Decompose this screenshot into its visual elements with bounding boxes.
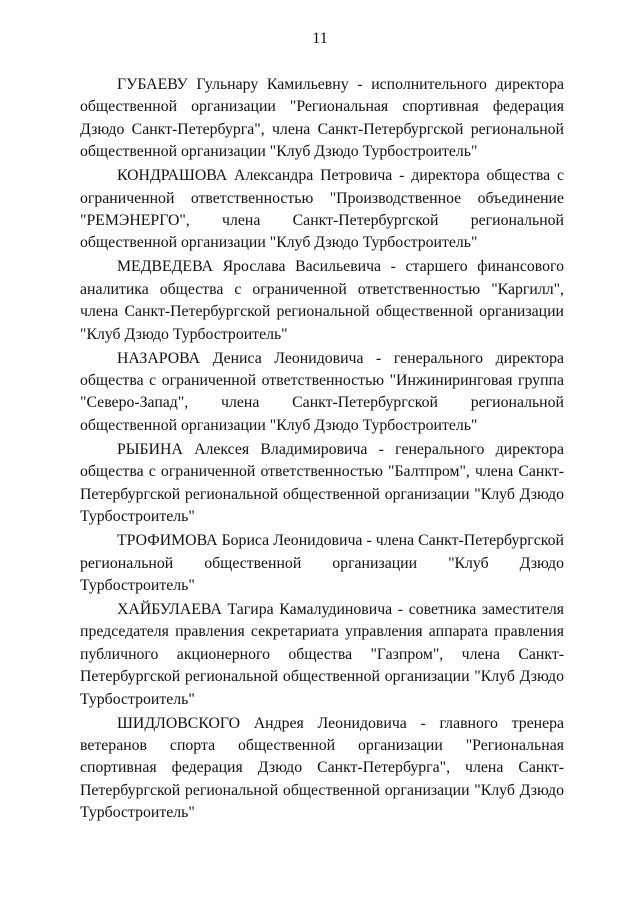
entry-nazarova: НАЗАРОВА Дениса Леонидовича - генерального директора общества с ограниченной ответственностью "Инжиниринговая группа "Северо-Запад", члена Санкт-Петербургской региональной общественной организации "Клуб Дзюдо Турбостроитель" bbox=[80, 349, 564, 434]
entry-kondrashova: КОНДРАШОВА Александра Петровича - директора общества с ограниченной ответственностью "Производственное объединение "РЕМЭНЕРГО", члена Санкт-Петербургской региональной общественной организации "Клуб Дзюдо Турбостроитель" bbox=[80, 167, 564, 252]
page-number: 11 bbox=[312, 30, 328, 47]
page-content bbox=[80, 74, 564, 826]
entry-gubaeva: ГУБАЕВУ Гульнару Камильевну - исполнительного директора общественной организации "Региональная спортивная федерация Дзюдо Санкт-Петербурга", члена Санкт-Петербургской региональной общественной организации "Клуб Дзюдо Турбостроитель" bbox=[80, 76, 564, 161]
entry-rybina: РЫБИНА Алексея Владимировича - генерального директора общества с ограниченной ответственностью "Балтпром", члена Санкт-Петербургской региональной общественной организации "Клуб Дзюдо Турбостроитель" bbox=[80, 440, 564, 526]
entry-medvedeva: МЕДВЕДЕВА Ярослава Васильевича - старшего финансового аналитика общества с ограниченной ответственностью "Каргилл", члена Санкт-Петербургской региональной общественной организации "Клуб Дзюдо Турбостроитель" bbox=[80, 258, 564, 343]
entry-shidlovskogo: ШИДЛОВСКОГО Андрея Леонидовича - главного тренера ветеранов спорта общественной организации "Региональная спортивная федерация Дзюдо Санкт-Петербурга", члена Санкт-Петербургской региональной общественной организации "Клуб Дзюдо Турбостроитель" bbox=[80, 714, 564, 822]
entry-trofimova: ТРОФИМОВА Бориса Леонидовича - члена Санкт-Петербургской региональной общественной организации "Клуб Дзюдо Турбостроитель" bbox=[80, 532, 564, 594]
entry-khaibulaeva: ХАЙБУЛАЕВА Тагира Камалудиновича - советника заместителя председателя правления секретариата управления аппарата правления публичного акционерного общества "Газпром", члена Санкт-Петербургской региональной общественной организации "Клуб Дзюдо Турбостроитель" bbox=[80, 600, 564, 708]
